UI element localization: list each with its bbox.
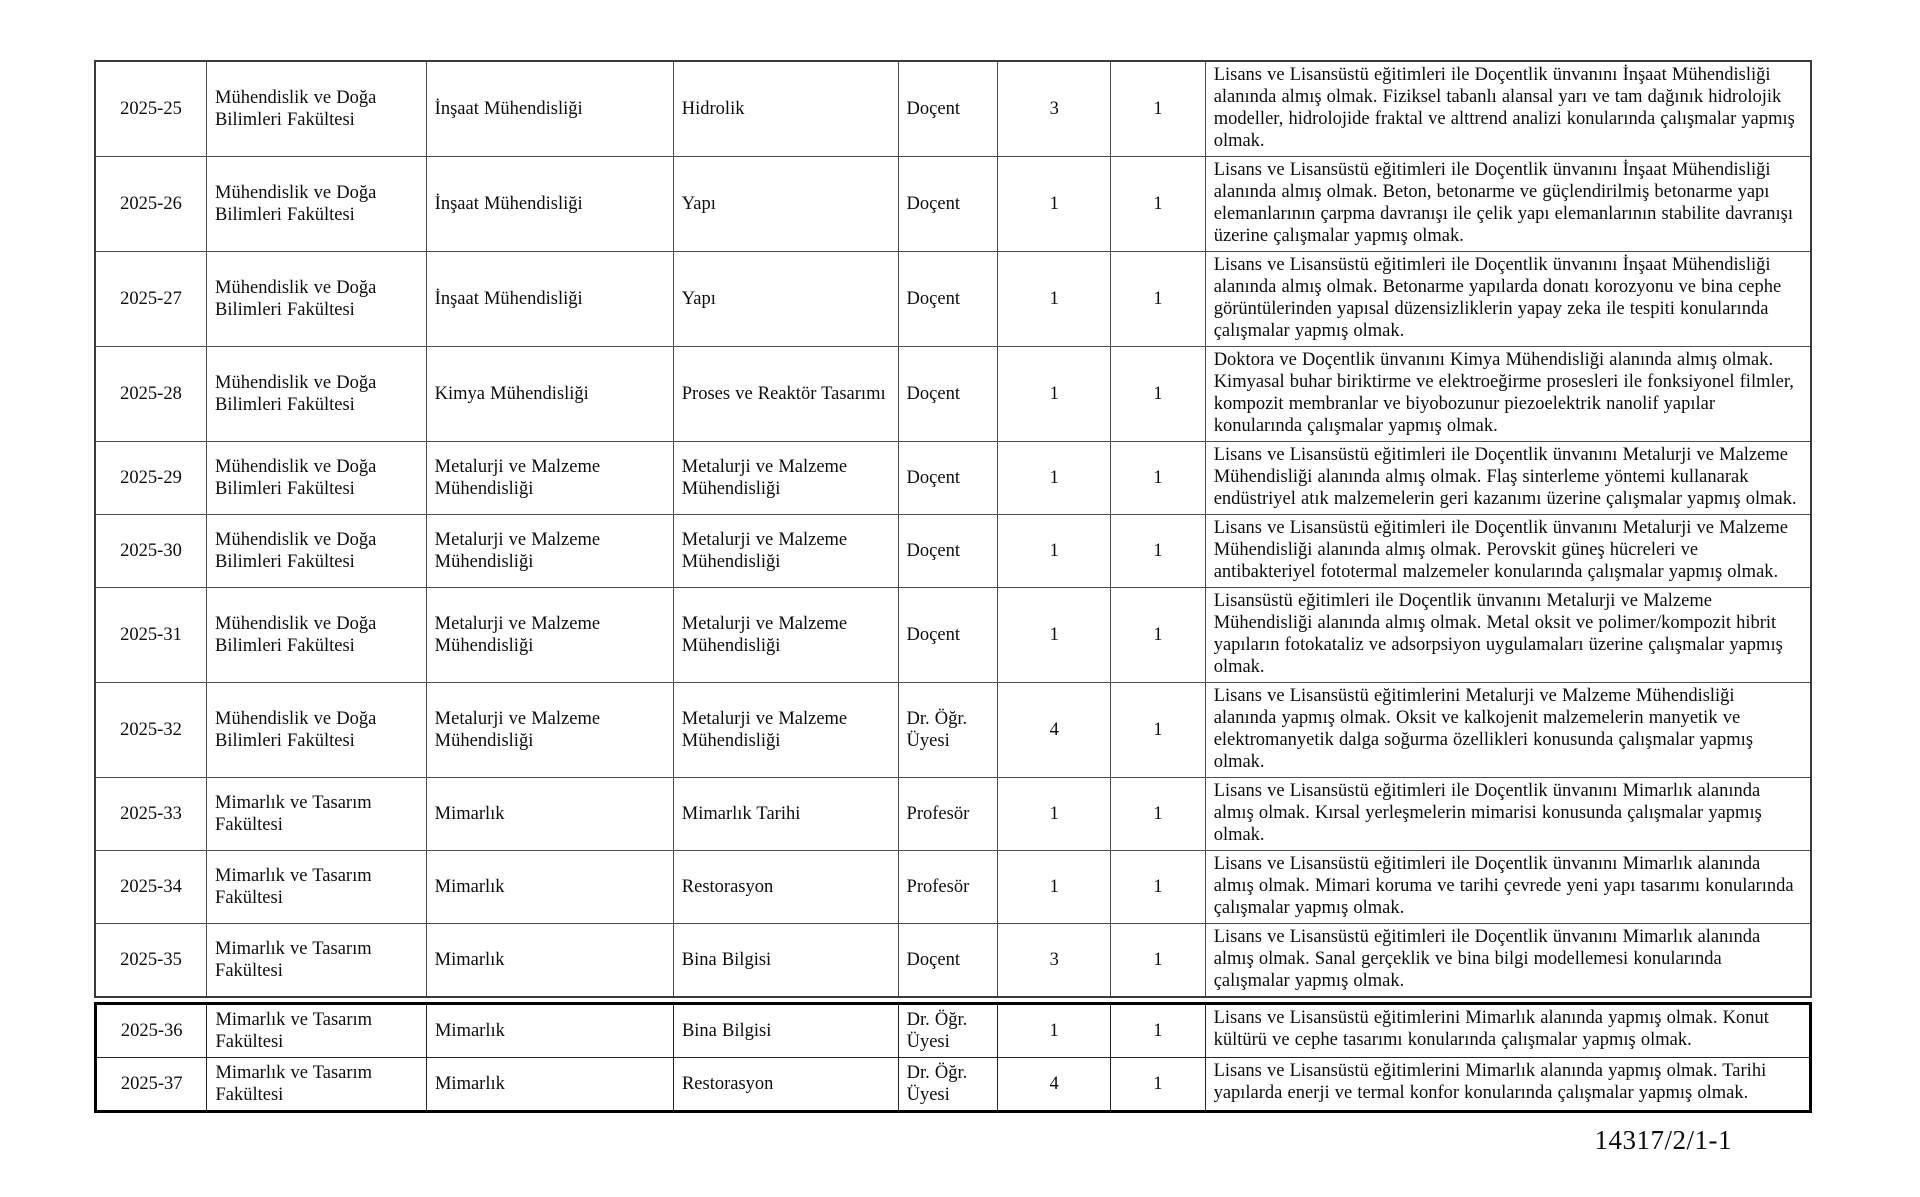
- cell-fakulte: Mühendislik ve Doğa Bilimleri Fakültesi: [207, 515, 427, 588]
- cell-aciklama: Lisans ve Lisansüstü eğitimleri ile Doçentlik ünvanını İnşaat Mühendisliği alanında almış olmak. Fiziksel tabanlı alansal yarı ve tam dağınık hidrolojik modeller, hidrolojide fraktal ve alttrend analizi konularında çalışmalar yapmış olmak.: [1205, 61, 1811, 157]
- table-row: [95, 61, 1811, 157]
- cell-unvan: Doçent: [898, 515, 998, 588]
- cell-adet-sol: 1: [998, 347, 1111, 442]
- cell-adet-sag: 1: [1111, 442, 1205, 515]
- cell-adet-sag: 1: [1111, 347, 1205, 442]
- table-row: [95, 515, 1811, 588]
- cell-aciklama: Doktora ve Doçentlik ünvanını Kimya Mühendisliği alanında almış olmak. Kimyasal buhar biriktirme ve elektroeğirme prosesleri ile fonksiyonel filmler, kompozit membranlar ve biyobozunur piezoelektrik nanolif yapılar konularında çalışmalar yapmış olmak.: [1205, 347, 1811, 442]
- faculty-positions-table-appendix: [94, 1002, 1812, 1113]
- cell-adet-sag: 1: [1111, 851, 1205, 924]
- cell-anabilim-dali: Bina Bilgisi: [673, 1004, 898, 1058]
- cell-unvan: Doçent: [898, 442, 998, 515]
- cell-ilan-no: 2025-32: [95, 683, 207, 778]
- cell-fakulte: Mimarlık ve Tasarım Fakültesi: [207, 851, 427, 924]
- cell-aciklama: Lisans ve Lisansüstü eğitimleri ile Doçentlik ünvanını Mimarlık alanında almış olmak. Kırsal yerleşmelerin mimarisi konusunda çalışmalar yapmış olmak.: [1205, 778, 1811, 851]
- cell-adet-sol: 1: [998, 252, 1111, 347]
- cell-fakulte: Mimarlık ve Tasarım Fakültesi: [207, 924, 427, 998]
- table-row: [96, 1004, 1811, 1058]
- cell-ilan-no: 2025-33: [95, 778, 207, 851]
- cell-unvan: Doçent: [898, 347, 998, 442]
- table-row: [95, 924, 1811, 998]
- cell-anabilim-dali: Yapı: [673, 157, 898, 252]
- cell-aciklama: Lisans ve Lisansüstü eğitimleri ile Doçentlik ünvanını Metalurji ve Malzeme Mühendisliği alanında almış olmak. Flaş sinterleme yöntemi kullanarak endüstriyel atık malzemelerin geri kazanımı üzerine çalışmalar yapmış olmak.: [1205, 442, 1811, 515]
- cell-bolum: Metalurji ve Malzeme Mühendisliği: [426, 442, 673, 515]
- cell-adet-sag: 1: [1111, 1004, 1205, 1058]
- cell-aciklama: Lisans ve Lisansüstü eğitimleri ile Doçentlik ünvanını İnşaat Mühendisliği alanında almış olmak. Beton, betonarme ve güçlendirilmiş betonarme yapı elemanlarının çarpma davranışı ile çelik yapı elemanlarının stabilite davranışı üzerine çalışmalar yapmış olmak.: [1205, 157, 1811, 252]
- cell-anabilim-dali: Metalurji ve Malzeme Mühendisliği: [673, 588, 898, 683]
- cell-anabilim-dali: Metalurji ve Malzeme Mühendisliği: [673, 442, 898, 515]
- cell-adet-sag: 1: [1111, 588, 1205, 683]
- cell-adet-sol: 1: [998, 1004, 1111, 1058]
- cell-adet-sol: 1: [998, 778, 1111, 851]
- table-row: [95, 851, 1811, 924]
- cell-aciklama: Lisans ve Lisansüstü eğitimleri ile Doçentlik ünvanını İnşaat Mühendisliği alanında almış olmak. Betonarme yapılarda donatı korozyonu ve bina cephe görüntülerinden yapısal düzensizliklerin yapay zeka ile tespiti konularında çalışmalar yapmış olmak.: [1205, 252, 1811, 347]
- cell-adet-sol: 3: [998, 924, 1111, 998]
- cell-unvan: Profesör: [898, 851, 998, 924]
- cell-aciklama: Lisansüstü eğitimleri ile Doçentlik ünvanını Metalurji ve Malzeme Mühendisliği alanında almış olmak. Metal oksit ve polimer/kompozit hibrit yapıların fotokataliz ve adsorpsiyon uygulamaları üzerine çalışmalar yapmış olmak.: [1205, 588, 1811, 683]
- cell-adet-sol: 1: [998, 157, 1111, 252]
- cell-fakulte: Mühendislik ve Doğa Bilimleri Fakültesi: [207, 157, 427, 252]
- cell-ilan-no: 2025-28: [95, 347, 207, 442]
- cell-unvan: Doçent: [898, 157, 998, 252]
- cell-ilan-no: 2025-36: [96, 1004, 207, 1058]
- cell-unvan: Profesör: [898, 778, 998, 851]
- table-row: [95, 157, 1811, 252]
- faculty-positions-table-main: [94, 60, 1812, 998]
- cell-adet-sag: 1: [1111, 778, 1205, 851]
- cell-adet-sag: 1: [1111, 515, 1205, 588]
- cell-aciklama: Lisans ve Lisansüstü eğitimleri ile Doçentlik ünvanını Mimarlık alanında almış olmak. Mimari koruma ve tarihi çevrede yeni yapı tasarımı konularında çalışmalar yapmış olmak.: [1205, 851, 1811, 924]
- cell-anabilim-dali: Metalurji ve Malzeme Mühendisliği: [673, 683, 898, 778]
- cell-adet-sag: 1: [1111, 924, 1205, 998]
- cell-adet-sag: 1: [1111, 61, 1205, 157]
- cell-bolum: İnşaat Mühendisliği: [426, 61, 673, 157]
- cell-unvan: Doçent: [898, 252, 998, 347]
- cell-anabilim-dali: Metalurji ve Malzeme Mühendisliği: [673, 515, 898, 588]
- cell-fakulte: Mühendislik ve Doğa Bilimleri Fakültesi: [207, 442, 427, 515]
- cell-fakulte: Mühendislik ve Doğa Bilimleri Fakültesi: [207, 61, 427, 157]
- cell-ilan-no: 2025-30: [95, 515, 207, 588]
- table-row: [95, 442, 1811, 515]
- appendix-table-body: [96, 1004, 1811, 1112]
- cell-ilan-no: 2025-35: [95, 924, 207, 998]
- cell-adet-sag: 1: [1111, 1058, 1205, 1112]
- cell-unvan: Doçent: [898, 924, 998, 998]
- table-row: [95, 347, 1811, 442]
- cell-adet-sag: 1: [1111, 252, 1205, 347]
- cell-adet-sol: 1: [998, 851, 1111, 924]
- cell-anabilim-dali: Restorasyon: [673, 851, 898, 924]
- table-row: [95, 252, 1811, 347]
- cell-anabilim-dali: Mimarlık Tarihi: [673, 778, 898, 851]
- cell-bolum: Mimarlık: [426, 1004, 673, 1058]
- cell-ilan-no: 2025-29: [95, 442, 207, 515]
- cell-bolum: Mimarlık: [426, 851, 673, 924]
- cell-aciklama: Lisans ve Lisansüstü eğitimlerini Mimarlık alanında yapmış olmak. Konut kültürü ve cephe tasarımı konularında çalışmalar yapmış olmak.: [1205, 1004, 1810, 1058]
- cell-anabilim-dali: Restorasyon: [673, 1058, 898, 1112]
- cell-adet-sol: 1: [998, 588, 1111, 683]
- cell-bolum: İnşaat Mühendisliği: [426, 157, 673, 252]
- cell-aciklama: Lisans ve Lisansüstü eğitimlerini Mimarlık alanında yapmış olmak. Tarihi yapılarda enerji ve termal konfor konularında çalışmalar yapmış olmak.: [1205, 1058, 1810, 1112]
- cell-anabilim-dali: Yapı: [673, 252, 898, 347]
- cell-adet-sag: 1: [1111, 157, 1205, 252]
- cell-bolum: Metalurji ve Malzeme Mühendisliği: [426, 515, 673, 588]
- cell-aciklama: Lisans ve Lisansüstü eğitimleri ile Doçentlik ünvanını Mimarlık alanında almış olmak. Sanal gerçeklik ve bina bilgi modellemesi konularında çalışmalar yapmış olmak.: [1205, 924, 1811, 998]
- cell-bolum: Kimya Mühendisliği: [426, 347, 673, 442]
- cell-ilan-no: 2025-25: [95, 61, 207, 157]
- cell-fakulte: Mühendislik ve Doğa Bilimleri Fakültesi: [207, 347, 427, 442]
- cell-bolum: Mimarlık: [426, 924, 673, 998]
- cell-ilan-no: 2025-37: [96, 1058, 207, 1112]
- cell-aciklama: Lisans ve Lisansüstü eğitimleri ile Doçentlik ünvanını Metalurji ve Malzeme Mühendisliği alanında almış olmak. Perovskit güneş hücreleri ve antibakteriyel fototermal malzemeler konularında çalışmalar yapmış olmak.: [1205, 515, 1811, 588]
- cell-anabilim-dali: Bina Bilgisi: [673, 924, 898, 998]
- cell-ilan-no: 2025-26: [95, 157, 207, 252]
- cell-fakulte: Mimarlık ve Tasarım Fakültesi: [207, 1058, 427, 1112]
- cell-adet-sol: 3: [998, 61, 1111, 157]
- cell-anabilim-dali: Hidrolik: [673, 61, 898, 157]
- cell-adet-sol: 1: [998, 442, 1111, 515]
- cell-bolum: Metalurji ve Malzeme Mühendisliği: [426, 588, 673, 683]
- cell-fakulte: Mimarlık ve Tasarım Fakültesi: [207, 778, 427, 851]
- cell-unvan: Dr. Öğr. Üyesi: [898, 683, 998, 778]
- table-row: [95, 588, 1811, 683]
- cell-aciklama: Lisans ve Lisansüstü eğitimlerini Metalurji ve Malzeme Mühendisliği alanında yapmış olmak. Oksit ve kalkojenit malzemelerin manyetik ve elektromanyetik dalga soğurma özellikleri konusunda çalışmalar yapmış olmak.: [1205, 683, 1811, 778]
- page-reference-code: 14317/2/1-1: [1594, 1125, 1732, 1155]
- cell-fakulte: Mühendislik ve Doğa Bilimleri Fakültesi: [207, 252, 427, 347]
- cell-bolum: Metalurji ve Malzeme Mühendisliği: [426, 683, 673, 778]
- main-table-body: [95, 61, 1811, 997]
- cell-adet-sol: 4: [998, 683, 1111, 778]
- cell-adet-sol: 1: [998, 515, 1111, 588]
- cell-ilan-no: 2025-27: [95, 252, 207, 347]
- cell-ilan-no: 2025-31: [95, 588, 207, 683]
- cell-bolum: Mimarlık: [426, 778, 673, 851]
- tables-container: [94, 60, 1812, 1156]
- cell-ilan-no: 2025-34: [95, 851, 207, 924]
- cell-unvan: Dr. Öğr. Üyesi: [898, 1004, 997, 1058]
- table-row: [95, 778, 1811, 851]
- cell-bolum: İnşaat Mühendisliği: [426, 252, 673, 347]
- table-row: [95, 683, 1811, 778]
- cell-fakulte: Mühendislik ve Doğa Bilimleri Fakültesi: [207, 588, 427, 683]
- cell-fakulte: Mimarlık ve Tasarım Fakültesi: [207, 1004, 427, 1058]
- cell-fakulte: Mühendislik ve Doğa Bilimleri Fakültesi: [207, 683, 427, 778]
- cell-unvan: Doçent: [898, 588, 998, 683]
- table-row: [96, 1058, 1811, 1112]
- cell-anabilim-dali: Proses ve Reaktör Tasarımı: [673, 347, 898, 442]
- cell-adet-sag: 1: [1111, 683, 1205, 778]
- cell-adet-sol: 4: [998, 1058, 1111, 1112]
- cell-bolum: Mimarlık: [426, 1058, 673, 1112]
- cell-unvan: Doçent: [898, 61, 998, 157]
- cell-unvan: Dr. Öğr. Üyesi: [898, 1058, 997, 1112]
